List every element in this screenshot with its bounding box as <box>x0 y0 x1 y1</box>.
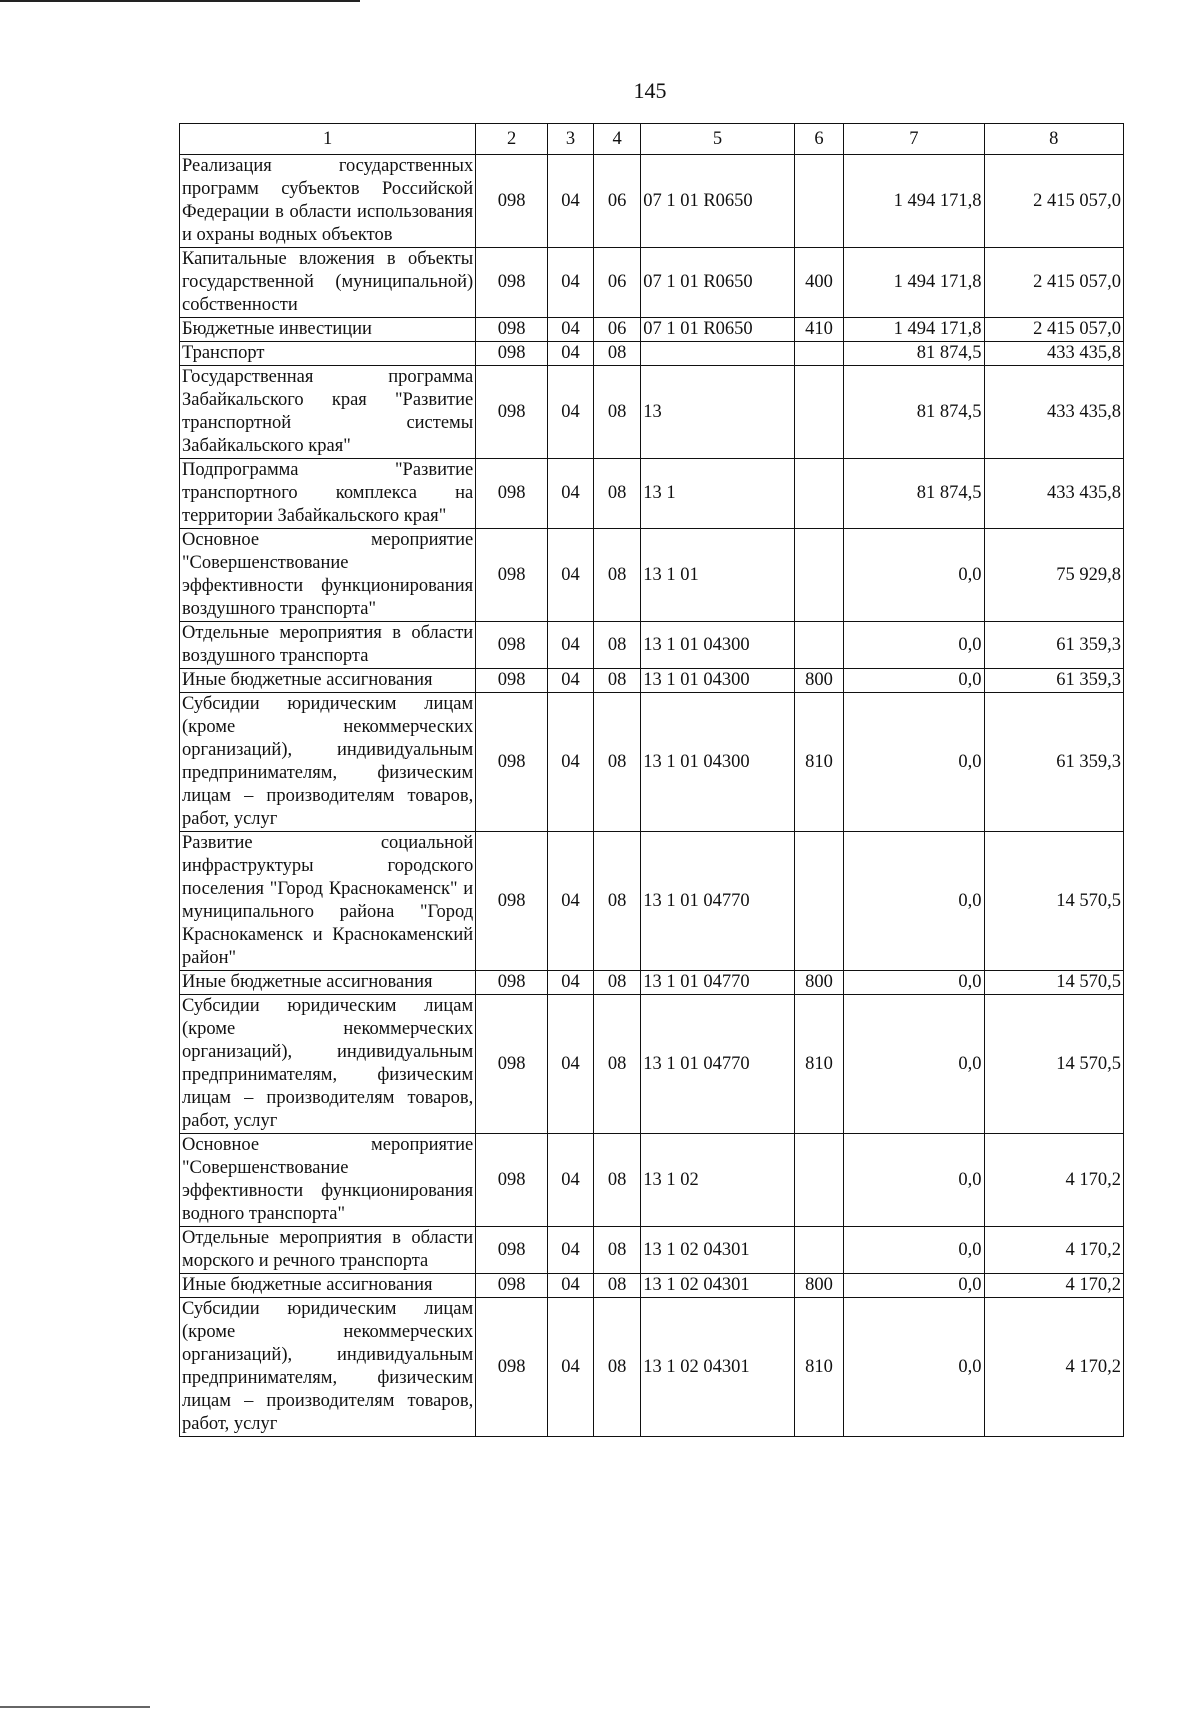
table-row <box>180 1274 1124 1298</box>
column-header: 2 <box>476 124 548 155</box>
cell-expense-type: 800 <box>794 1274 843 1298</box>
cell-target-article: 13 1 01 04770 <box>641 995 795 1134</box>
table-row <box>180 342 1124 366</box>
table-row <box>180 832 1124 971</box>
cell-subsection: 08 <box>594 995 641 1134</box>
cell-expense-type <box>794 459 843 529</box>
cell-name: Капитальные вложения в объекты государственной (муниципальной) собственности <box>180 248 476 318</box>
cell-expense-type <box>794 342 843 366</box>
cell-section: 04 <box>547 622 593 669</box>
cell-expense-type <box>794 529 843 622</box>
cell-amount-7: 0,0 <box>844 622 984 669</box>
cell-name: Основное мероприятие "Совершенствование эффективности функционирования водного транспорта" <box>180 1134 476 1227</box>
cell-amount-7: 0,0 <box>844 669 984 693</box>
cell-admin-code: 098 <box>476 318 548 342</box>
cell-amount-8: 4 170,2 <box>984 1227 1123 1274</box>
cell-subsection: 06 <box>594 155 641 248</box>
cell-expense-type: 800 <box>794 971 843 995</box>
cell-amount-8: 61 359,3 <box>984 622 1123 669</box>
cell-section: 04 <box>547 1227 593 1274</box>
cell-admin-code: 098 <box>476 971 548 995</box>
cell-amount-8: 14 570,5 <box>984 832 1123 971</box>
table-row <box>180 155 1124 248</box>
cell-admin-code: 098 <box>476 459 548 529</box>
cell-section: 04 <box>547 693 593 832</box>
cell-admin-code: 098 <box>476 693 548 832</box>
cell-expense-type: 410 <box>794 318 843 342</box>
cell-name: Иные бюджетные ассигнования <box>180 1274 476 1298</box>
cell-section: 04 <box>547 1298 593 1437</box>
cell-name: Иные бюджетные ассигнования <box>180 669 476 693</box>
cell-name: Отдельные мероприятия в области морского и речного транспорта <box>180 1227 476 1274</box>
cell-subsection: 08 <box>594 622 641 669</box>
cell-name: Развитие социальной инфраструктуры городского поселения "Город Краснокаменск" и муниципального района "Город Краснокаменск и Краснокаменский район" <box>180 832 476 971</box>
cell-subsection: 08 <box>594 1298 641 1437</box>
cell-amount-7: 1 494 171,8 <box>844 155 984 248</box>
cell-expense-type <box>794 622 843 669</box>
cell-amount-7: 0,0 <box>844 1274 984 1298</box>
cell-admin-code: 098 <box>476 155 548 248</box>
cell-target-article: 13 1 01 04300 <box>641 693 795 832</box>
cell-amount-7: 81 874,5 <box>844 342 984 366</box>
cell-admin-code: 098 <box>476 669 548 693</box>
cell-target-article: 13 <box>641 366 795 459</box>
cell-target-article <box>641 342 795 366</box>
cell-admin-code: 098 <box>476 1298 548 1437</box>
column-header: 1 <box>180 124 476 155</box>
scan-bottom-rule <box>0 1706 150 1708</box>
cell-admin-code: 098 <box>476 248 548 318</box>
scan-top-rule <box>0 0 360 2</box>
cell-section: 04 <box>547 342 593 366</box>
cell-section: 04 <box>547 832 593 971</box>
cell-amount-7: 0,0 <box>844 995 984 1134</box>
cell-expense-type <box>794 1227 843 1274</box>
cell-amount-7: 81 874,5 <box>844 366 984 459</box>
cell-name: Отдельные мероприятия в области воздушного транспорта <box>180 622 476 669</box>
cell-amount-7: 0,0 <box>844 1227 984 1274</box>
cell-target-article: 13 1 02 04301 <box>641 1298 795 1437</box>
cell-amount-8: 14 570,5 <box>984 995 1123 1134</box>
page-number: 145 <box>633 78 667 103</box>
table-header-row <box>180 124 1124 155</box>
cell-name: Иные бюджетные ассигнования <box>180 971 476 995</box>
cell-admin-code: 098 <box>476 366 548 459</box>
cell-section: 04 <box>547 1134 593 1227</box>
table-row <box>180 971 1124 995</box>
cell-subsection: 08 <box>594 1274 641 1298</box>
cell-expense-type <box>794 832 843 971</box>
table-row <box>180 1227 1124 1274</box>
cell-section: 04 <box>547 995 593 1134</box>
cell-subsection: 08 <box>594 669 641 693</box>
cell-admin-code: 098 <box>476 995 548 1134</box>
table-row <box>180 693 1124 832</box>
cell-admin-code: 098 <box>476 342 548 366</box>
cell-amount-7: 0,0 <box>844 529 984 622</box>
cell-section: 04 <box>547 248 593 318</box>
cell-section: 04 <box>547 318 593 342</box>
cell-amount-8: 61 359,3 <box>984 693 1123 832</box>
cell-target-article: 13 1 01 04300 <box>641 669 795 693</box>
cell-expense-type: 400 <box>794 248 843 318</box>
column-header: 5 <box>641 124 795 155</box>
cell-amount-8: 4 170,2 <box>984 1298 1123 1437</box>
cell-expense-type: 810 <box>794 693 843 832</box>
cell-section: 04 <box>547 459 593 529</box>
cell-amount-7: 1 494 171,8 <box>844 248 984 318</box>
cell-amount-7: 0,0 <box>844 1298 984 1437</box>
cell-subsection: 06 <box>594 248 641 318</box>
cell-amount-8: 433 435,8 <box>984 459 1123 529</box>
cell-name: Субсидии юридическим лицам (кроме некоммерческих организаций), индивидуальным предпринимателям, физическим лицам – производителям товаров, работ, услуг <box>180 693 476 832</box>
table-row <box>180 669 1124 693</box>
cell-admin-code: 098 <box>476 529 548 622</box>
cell-name: Бюджетные инвестиции <box>180 318 476 342</box>
cell-amount-7: 1 494 171,8 <box>844 318 984 342</box>
column-header: 4 <box>594 124 641 155</box>
cell-amount-8: 2 415 057,0 <box>984 248 1123 318</box>
table-row <box>180 1134 1124 1227</box>
cell-section: 04 <box>547 155 593 248</box>
table-row <box>180 622 1124 669</box>
cell-subsection: 08 <box>594 342 641 366</box>
cell-subsection: 06 <box>594 318 641 342</box>
cell-target-article: 13 1 01 04300 <box>641 622 795 669</box>
table-row <box>180 318 1124 342</box>
cell-name: Субсидии юридическим лицам (кроме некоммерческих организаций), индивидуальным предпринимателям, физическим лицам – производителям товаров, работ, услуг <box>180 1298 476 1437</box>
cell-admin-code: 098 <box>476 622 548 669</box>
cell-target-article: 07 1 01 R0650 <box>641 318 795 342</box>
cell-name: Субсидии юридическим лицам (кроме некоммерческих организаций), индивидуальным предпринимателям, физическим лицам – производителям товаров, работ, услуг <box>180 995 476 1134</box>
cell-section: 04 <box>547 366 593 459</box>
cell-section: 04 <box>547 971 593 995</box>
cell-amount-8: 75 929,8 <box>984 529 1123 622</box>
cell-section: 04 <box>547 529 593 622</box>
cell-section: 04 <box>547 669 593 693</box>
cell-admin-code: 098 <box>476 1134 548 1227</box>
cell-amount-8: 2 415 057,0 <box>984 318 1123 342</box>
column-header: 6 <box>794 124 843 155</box>
cell-amount-8: 14 570,5 <box>984 971 1123 995</box>
cell-amount-7: 0,0 <box>844 693 984 832</box>
cell-subsection: 08 <box>594 366 641 459</box>
cell-section: 04 <box>547 1274 593 1298</box>
cell-name: Транспорт <box>180 342 476 366</box>
cell-amount-8: 61 359,3 <box>984 669 1123 693</box>
cell-amount-8: 4 170,2 <box>984 1134 1123 1227</box>
cell-subsection: 08 <box>594 529 641 622</box>
cell-admin-code: 098 <box>476 1274 548 1298</box>
cell-expense-type: 800 <box>794 669 843 693</box>
cell-subsection: 08 <box>594 1134 641 1227</box>
cell-target-article: 13 1 01 04770 <box>641 971 795 995</box>
cell-target-article: 07 1 01 R0650 <box>641 155 795 248</box>
cell-target-article: 13 1 02 <box>641 1134 795 1227</box>
table-row <box>180 248 1124 318</box>
cell-amount-8: 433 435,8 <box>984 366 1123 459</box>
table-row <box>180 1298 1124 1437</box>
cell-expense-type <box>794 1134 843 1227</box>
cell-admin-code: 098 <box>476 832 548 971</box>
cell-amount-7: 0,0 <box>844 832 984 971</box>
table-body <box>180 155 1124 1437</box>
cell-amount-7: 0,0 <box>844 1134 984 1227</box>
cell-amount-7: 81 874,5 <box>844 459 984 529</box>
column-header: 7 <box>844 124 984 155</box>
cell-expense-type: 810 <box>794 1298 843 1437</box>
cell-admin-code: 098 <box>476 1227 548 1274</box>
table-row <box>180 995 1124 1134</box>
cell-target-article: 13 1 01 <box>641 529 795 622</box>
cell-name: Реализация государственных программ субъектов Российской Федерации в области использования и охраны водных объектов <box>180 155 476 248</box>
cell-subsection: 08 <box>594 693 641 832</box>
cell-name: Основное мероприятие "Совершенствование эффективности функционирования воздушного транспорта" <box>180 529 476 622</box>
cell-amount-8: 2 415 057,0 <box>984 155 1123 248</box>
table-row <box>180 529 1124 622</box>
cell-name: Подпрограмма "Развитие транспортного комплекса на территории Забайкальского края" <box>180 459 476 529</box>
table-row <box>180 366 1124 459</box>
cell-amount-8: 4 170,2 <box>984 1274 1123 1298</box>
cell-name: Государственная программа Забайкальского края "Развитие транспортной системы Забайкальского края" <box>180 366 476 459</box>
cell-expense-type <box>794 366 843 459</box>
cell-amount-7: 0,0 <box>844 971 984 995</box>
cell-target-article: 13 1 02 04301 <box>641 1274 795 1298</box>
cell-target-article: 13 1 01 04770 <box>641 832 795 971</box>
cell-expense-type <box>794 155 843 248</box>
cell-target-article: 13 1 <box>641 459 795 529</box>
cell-subsection: 08 <box>594 459 641 529</box>
cell-subsection: 08 <box>594 971 641 995</box>
cell-target-article: 07 1 01 R0650 <box>641 248 795 318</box>
cell-expense-type: 810 <box>794 995 843 1134</box>
budget-table <box>179 123 1124 1437</box>
cell-target-article: 13 1 02 04301 <box>641 1227 795 1274</box>
table-row <box>180 459 1124 529</box>
cell-subsection: 08 <box>594 1227 641 1274</box>
column-header: 3 <box>547 124 593 155</box>
cell-amount-8: 433 435,8 <box>984 342 1123 366</box>
cell-subsection: 08 <box>594 832 641 971</box>
column-header: 8 <box>984 124 1123 155</box>
